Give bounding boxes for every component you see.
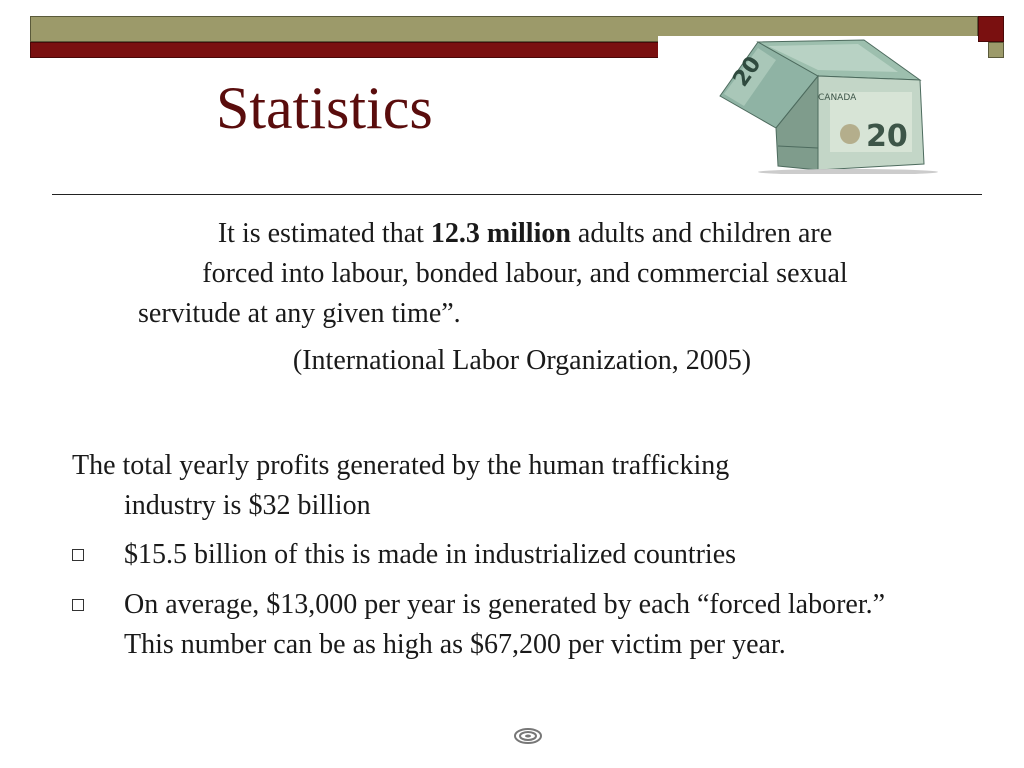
quote-line-1: [120, 214, 930, 254]
bullet-item: [72, 585, 932, 665]
corner-square-olive: [988, 42, 1004, 58]
bullet-text: $15.5 billion of this is made in industrialized countries: [124, 539, 737, 570]
bullet-item: [72, 535, 932, 575]
profits-line-1: The total yearly profits generated by the human trafficking: [72, 450, 730, 481]
quote-highlight: 12.3 million: [430, 218, 571, 249]
quote-line-1-pre: It is estimated that: [217, 218, 431, 249]
quote-line-2: forced into labour, bonded labour, and commercial sexual: [202, 258, 848, 289]
copyright-swirl-icon: [512, 726, 544, 746]
quote-line-3: servitude at any given time”.: [138, 298, 461, 329]
svg-text:CANADA: CANADA: [818, 93, 857, 103]
quote-citation: (International Labor Organization, 2005): [292, 345, 752, 376]
quote-block: [120, 214, 930, 334]
profits-paragraph: [72, 446, 932, 526]
title-divider: [52, 194, 982, 195]
svg-text:20: 20: [728, 52, 767, 92]
svg-text:20: 20: [866, 119, 908, 154]
slide-title: Statistics: [216, 75, 433, 141]
quote-line-1-post: adults and children are: [570, 218, 833, 249]
bullet-text: On average, $13,000 per year is generated by each “forced laborer.” This number can be as high as $67,200 per victim per year.: [124, 589, 886, 660]
square-bullet-icon: [72, 599, 84, 611]
profits-line-2: industry is $32 billion: [124, 490, 371, 521]
corner-square-maroon: [978, 16, 1004, 42]
money-house-icon: [658, 36, 978, 174]
square-bullet-icon: [72, 549, 84, 561]
